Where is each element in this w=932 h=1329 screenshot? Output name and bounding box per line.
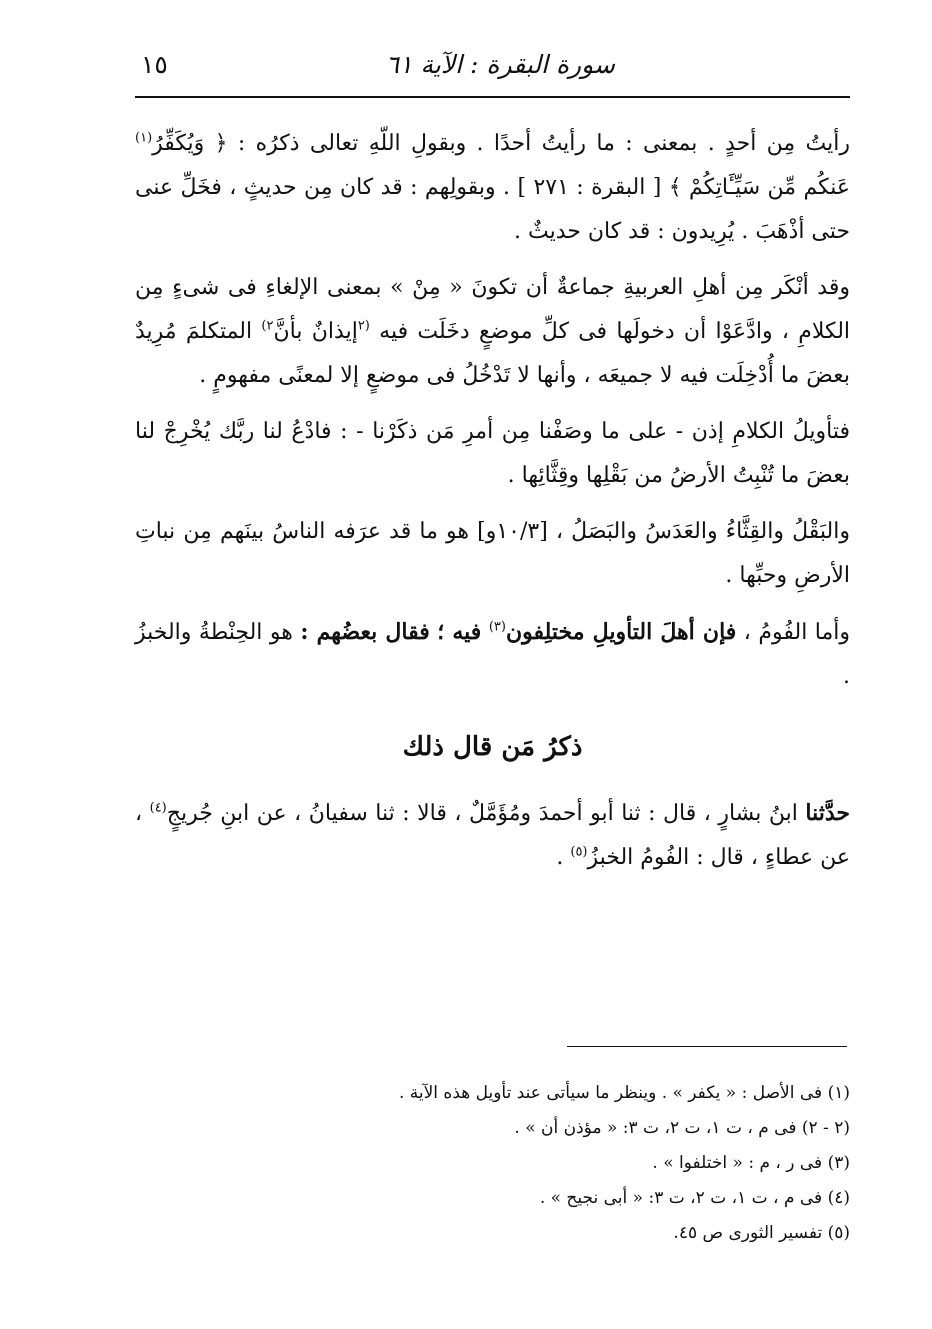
footnote-1: (١) فى الأصل : « يكفر » . وينظر ما سيأتى عند تأويل هذه الآية .: [398, 1083, 850, 1103]
paragraph-5-bold-b: فإن أهلَ التأويلِ مختلِفون: [505, 619, 737, 645]
paragraph-1-text-b: . وبقولِهم : قد كان مِن حديثٍ ، فخَلِّ عنى حتى أذْهَبَ . يُرِيدون : قد كان حديثٌ .: [135, 175, 850, 244]
paragraph-2: [135, 266, 850, 398]
paragraph-5-text-e: هو الحِنْطةُ والخبزُ .: [135, 620, 850, 689]
paragraph-4-text-a: والبَقْلُ والقِثَّاءُ والعَدَسُ والبَصَلُ ،: [555, 519, 850, 544]
manuscript-reference: [١٠/٣و]: [477, 519, 548, 544]
footnotes: [135, 1076, 850, 1251]
paragraph-5: [135, 610, 850, 699]
paragraph-6-text-b: ابنُ بشارٍ ، قال : ثنا أبو أحمدَ ومُؤَمَّلٌ ، قالا : ثنا سفيانُ ، عن ابنِ جُريجٍ: [166, 801, 798, 826]
paragraph-1-text-a: رأيتُ مِن أحدٍ . بمعنى : ما رأيتُ أحدًا . وبقولِ اللّهِ تعالى ذكرُه :: [237, 131, 850, 156]
section-heading: ذكرُ مَن قال ذلك: [402, 732, 583, 762]
paragraph-3: فتأويلُ الكلامِ إذن - على ما وصَفْنا مِن أمرِ مَن ذكَرْنا - : فادْعُ لنا ربَّك يُخْرِجْ لنا بعضَ ما تُنْبِتُ الأرضُ من بَقْلِها وقِثَّائِها .: [135, 419, 850, 488]
paragraph-6-text-d: .: [556, 845, 564, 870]
paragraph-5-bold-c: فيه ؛: [437, 619, 482, 645]
paragraph-5-bold-d: فقال بعضُهم :: [300, 619, 430, 645]
main-text: [135, 122, 850, 892]
footnote-marker-2-open: (٢: [357, 318, 370, 334]
paragraph-4-text-b: هو ما قد عرَفه الناسُ بينَهم مِن نباتِ الأرضِ وحبِّها .: [135, 519, 850, 588]
paragraph-4: [135, 510, 850, 598]
footnote-marker-5: (٥): [570, 844, 588, 860]
quran-quote-2: عَنكُم مِّن سَيِّـَٔاتِكُمْ ﴾: [668, 175, 851, 200]
footnote-marker-2-close: ٢): [261, 318, 274, 334]
footnote-3: (٣) فى ر ، م : « اختلفوا » .: [652, 1153, 850, 1173]
surah-header-title: سورة البقرة : الآية ٦١: [385, 50, 615, 79]
header-rule: [135, 96, 850, 98]
footnote-2: (٢ - ٢) فى م ، ت ١، ت ٢، ت ٣: « مؤذن أن » .: [514, 1118, 850, 1138]
running-header: [135, 50, 850, 90]
paragraph-1: [135, 122, 850, 254]
footnote-separator: [567, 1046, 847, 1047]
paragraph-2-text-c: المتكلمَ مُرِيدٌ بعضَ ما أُدْخِلَت فيه لا جميعَه ، وأنها لا تَدْخُلُ فى موضعٍ إلا لمعنًى مفهومٍ .: [135, 319, 850, 388]
footnote-marker-4: (٤): [149, 800, 167, 816]
footnote-marker-1: (١): [135, 130, 153, 146]
paragraph-2-text-b: إيذانٌ بأنَّ: [273, 319, 358, 344]
paragraph-2-text-a: وقد أنْكَر مِن أهلِ العربيةِ جماعةٌ أن تكونَ « مِنْ » بمعنى الإلغاءِ فى شىءٍ مِن الكلامِ ، وادَّعَوْا أن دخولَها فى كلِّ موضعٍ دخَلَت فيه: [135, 275, 851, 344]
quran-reference: [ البقرة : ٢٧١ ]: [517, 175, 662, 200]
footnote-marker-3: (٣): [488, 619, 506, 635]
paragraph-5-text-a: وأما الفُومُ ،: [743, 620, 851, 645]
quran-quote-1: ﴿ وَيُكَفِّرُ: [152, 131, 228, 156]
paragraph-6-text-c: ، عن عطاءٍ ، قال : الفُومُ الخبزُ: [135, 801, 850, 870]
footnote-5: (٥) تفسير الثورى ص ٤٥.: [673, 1223, 850, 1243]
narration-opener: حدَّثنا: [805, 800, 851, 826]
footnote-4: (٤) فى م ، ت ١، ت ٢، ت ٣: « أبى نجيح » .: [539, 1188, 850, 1208]
paragraph-6: [135, 791, 850, 880]
page-number: ١٥: [141, 50, 168, 79]
